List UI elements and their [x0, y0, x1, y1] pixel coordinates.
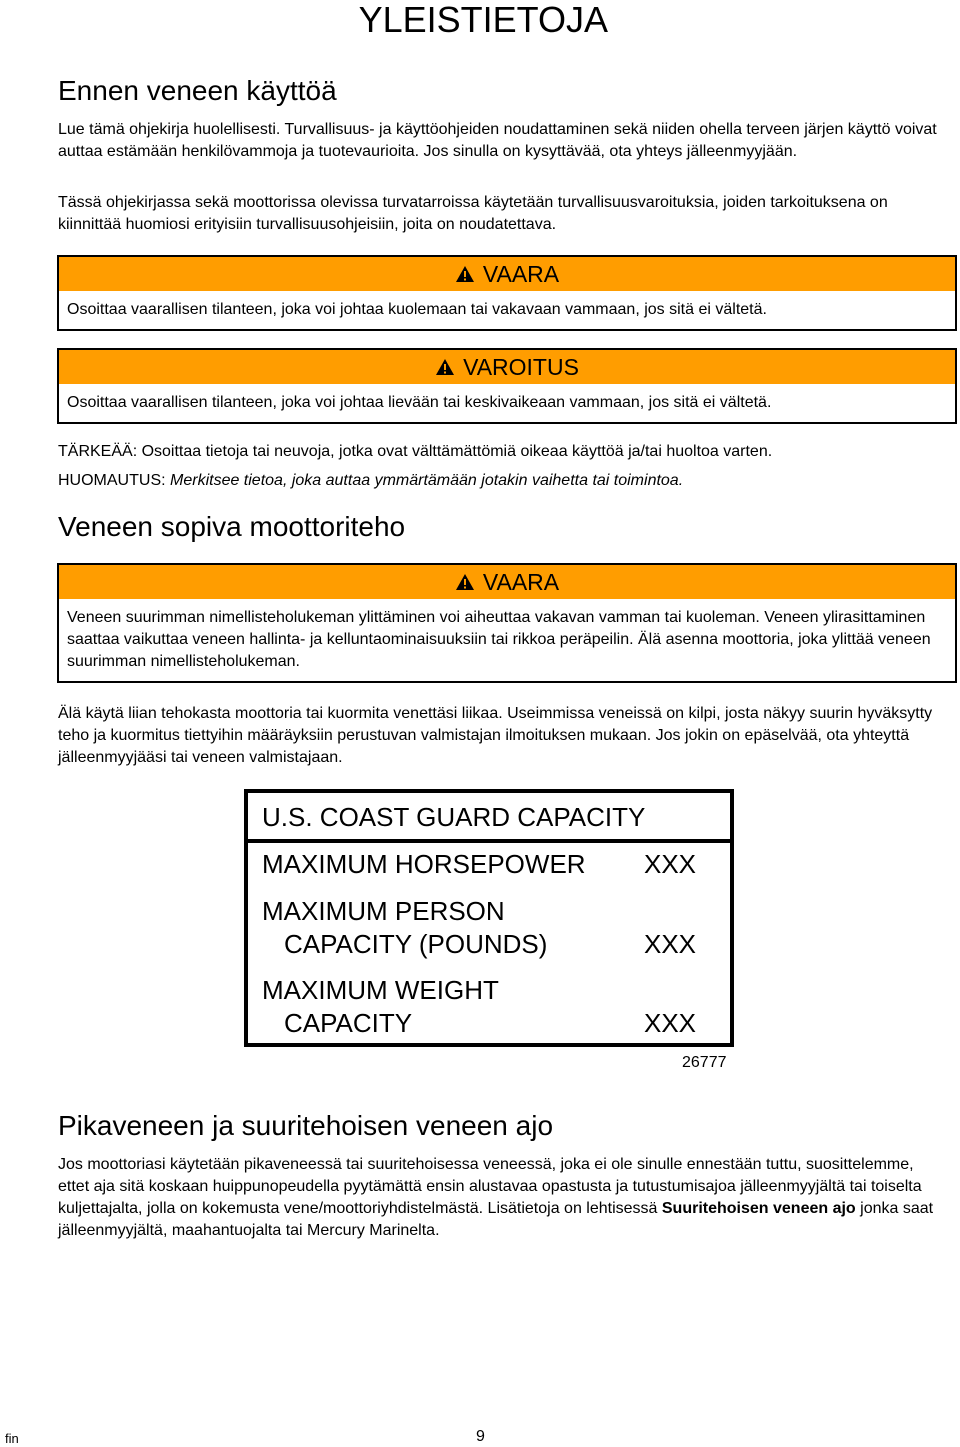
important-note: TÄRKEÄÄ: Osoittaa tietoja tai neuvoja, jotka ovat välttämättömiä oikeaa käyttöä ja/tai huoltoa varten.: [58, 443, 773, 460]
plate-divider: [248, 839, 734, 843]
danger-text: Osoittaa vaarallisen tilanteen, joka voi johtaa kuolemaan tai vakavaan vammaan, jos sitä ei vältetä.: [67, 301, 767, 318]
section-title-power: Veneen sopiva moottoriteho: [58, 511, 406, 542]
warning-header: [59, 350, 955, 384]
plate-person-label-b: CAPACITY (POUNDS): [284, 929, 548, 959]
intro-paragraph: Lue tämä ohjekirja huolellisesti. Turvallisuus- ja käyttöohjeiden noudattaminen sekä niiden ohella terveen järjen käyttö voivat auttaa estämään henkilövammoja ja tuotevaurioita. Jos sinulla on kysyttävää, ota yhteys jälleenmyyjään.: [58, 121, 937, 160]
page-number: 9: [476, 1428, 485, 1445]
section-title-high-speed: Pikaveneen ja suuritehoisen veneen ajo: [58, 1110, 554, 1141]
booklet-title: Suuritehoisen veneen ajo: [661, 1200, 856, 1217]
plate-weight-label-a: MAXIMUM WEIGHT: [262, 975, 499, 1005]
warning-label: VAROITUS: [463, 353, 579, 380]
note-label: HUOMAUTUS:: [58, 472, 166, 489]
danger-label: VAARA: [482, 260, 560, 287]
plate-horsepower-label: MAXIMUM HORSEPOWER: [262, 849, 586, 879]
power-danger-label: VAARA: [482, 568, 560, 595]
capacity-plate: [244, 789, 734, 1047]
danger-box: [57, 255, 957, 331]
power-danger-box: [57, 563, 957, 683]
note-paragraph: [58, 470, 948, 492]
high-speed-text-post: jonka saat jälleenmyyjältä, maahantuojalta tai Mercury Marinelta.: [58, 1200, 934, 1239]
plate-heading: U.S. COAST GUARD CAPACITY: [262, 802, 646, 832]
warning-triangle-icon: [455, 573, 475, 591]
plate-horsepower-value: XXX: [644, 849, 697, 879]
power-danger-header: [59, 565, 955, 599]
figure-number: 26777: [682, 1054, 727, 1071]
power-danger-text: Veneen suurimman nimellisteholukeman ylittäminen voi aiheuttaa vakavan vamman tai kuoleman. Veneen ylirasittaminen saattaa vaikuttaa veneen hallinta- ja kelluntaominaisuuksiin tai rikkoa peräpeilin. Älä asenna moottoria, joka ylittää veneen suurimman nimellisteholukeman.: [67, 609, 931, 670]
plate-weight-value: XXX: [644, 1008, 697, 1038]
warning-text: Osoittaa vaarallisen tilanteen, joka voi johtaa lievään tai keskivaikeaan vammaan, jos sitä ei vältetä.: [67, 394, 772, 411]
high-speed-text-pre: Jos moottoriasi käytetään pikaveneessä tai suuritehoisessa veneessä, joka ei ole sinulle ennestään tuttu, suosittelemme, ettet aja sitä koskaan huippunopeudella pyytämättä ensin alustavaa opastusta ja tutustumisajoa jälleenmyyjältä tai toiselta kuljettajalta, jolla on kokemusta vene/moottoriyhdistelmästä. Lisätietoja on lehtisessä: [58, 1156, 922, 1217]
power-paragraph: Älä käytä liian tehokasta moottoria tai kuormita venettäsi liikaa. Useimmissa veneissä on kilpi, josta näkyy suurin hyväksytty teho ja kuormitus tiettyihin määräyksiin perustuvan valmistajan ilmoituksen mukaan. Jos jokin on epäselvää, ota yhteyttä jälleenmyyjääsi tai veneen valmistajaan.: [58, 705, 933, 766]
section-title-before-use: Ennen veneen käyttöä: [58, 75, 337, 106]
danger-header: [59, 257, 955, 291]
warning-triangle-icon: [455, 265, 475, 283]
warning-triangle-icon: [435, 358, 455, 376]
plate-person-value: XXX: [644, 929, 697, 959]
plate-person-label-a: MAXIMUM PERSON: [262, 896, 505, 926]
footer-language: fin: [5, 1431, 19, 1446]
chapter-title: YLEISTIETOJA: [358, 0, 608, 40]
high-speed-paragraph: [58, 1154, 948, 1242]
plate-weight-label-b: CAPACITY: [284, 1008, 413, 1038]
safety-paragraph: Tässä ohjekirjassa sekä moottorissa olevissa turvatarroissa käytetään turvallisuusvaroituksia, joiden tarkoituksena on kiinnittää huomiosi erityisiin turvallisuusohjeisiin, joita on noudatettava.: [58, 194, 888, 233]
warning-box: [57, 348, 957, 424]
note-text: Merkitsee tietoa, joka auttaa ymmärtämään jotakin vaihetta tai toimintoa.: [165, 472, 684, 489]
